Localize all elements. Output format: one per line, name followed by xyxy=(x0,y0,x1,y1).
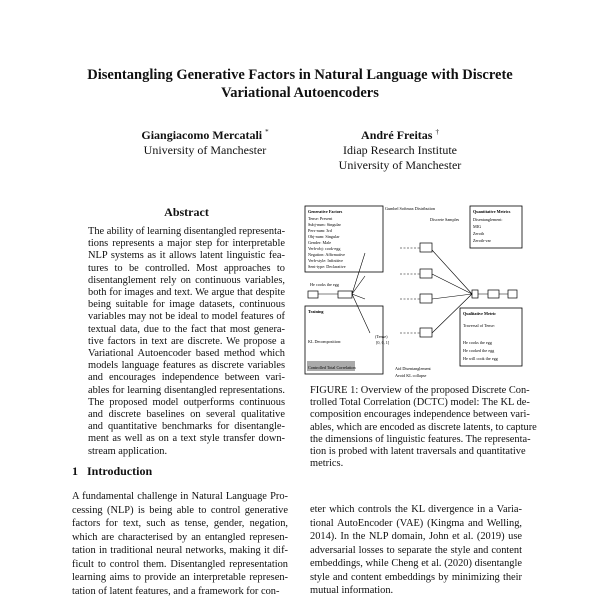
text-line: tation in traditional neural networks, making it dif- xyxy=(72,545,288,556)
quant-metric: Zeroth xyxy=(473,231,485,236)
discrete-label: Discrete Samples xyxy=(430,217,460,222)
section-heading: 1 Introduction xyxy=(72,464,153,478)
svg-text:He cooks the egg: He cooks the egg xyxy=(463,340,492,345)
text-line: metrics. xyxy=(310,458,344,470)
svg-text:[0, 0, 1]: [0, 0, 1] xyxy=(376,340,390,345)
text-line: and discrete baselines on several qualitative xyxy=(88,409,285,421)
text-line: tion is probed with latent traversals and quantitative xyxy=(310,446,526,458)
text-line: A fundamental challenge in Natural Language Pro- xyxy=(72,491,288,502)
gumbel-label: Gumbel Softmax Distribution xyxy=(385,206,436,211)
text-line: eter which controls the KL divergence in a Varia- xyxy=(310,504,522,515)
input-sentence: He cooks the egg xyxy=(310,282,339,287)
svg-text:He cooked the egg: He cooked the egg xyxy=(463,348,495,353)
svg-text:Controlled Total Correlation: Controlled Total Correlation xyxy=(308,365,356,370)
svg-text:(Tense): (Tense) xyxy=(375,334,388,339)
gen-factor: Verb-obj: cook-egg xyxy=(308,246,341,251)
text-line: cessing (NLP) is being able to control generative xyxy=(72,504,288,516)
figure-caption xyxy=(310,385,537,470)
svg-text:Quantitative Metrics: Quantitative Metrics xyxy=(473,209,511,214)
text-line: learning aims to provide an interpretable represen- xyxy=(72,572,288,583)
abstract-heading: Abstract xyxy=(164,205,209,219)
svg-text:Qualitative Metric: Qualitative Metric xyxy=(463,311,497,316)
paper-title: Disentangling Generative Factors in Natural Language with Discrete Variational Autoencoders xyxy=(87,67,513,101)
text-line: textual data, due to the fact that most genera- xyxy=(88,323,285,335)
text-line: mutual information. xyxy=(310,585,394,596)
text-line: which are characterised by an entangled represen- xyxy=(72,531,288,543)
text-line: tive factors in text are discrete. We propose a xyxy=(88,335,285,347)
intro-body xyxy=(72,490,288,598)
text-line: ficult to control them. Disentangled representation xyxy=(72,558,288,570)
quant-metric: Zeroth-var xyxy=(473,238,491,243)
gen-factor: Pers-num: 3rd xyxy=(308,228,332,233)
gen-factor: Tense: Present xyxy=(308,216,333,221)
gen-title: Generative Factors xyxy=(308,209,343,214)
text-line: tions represents a major step for interpretable xyxy=(88,238,285,250)
text-line: tional AutoEncoder (VAE) (Kingma and Welling, xyxy=(310,517,522,529)
text-line: NLP systems as it allows latent linguistic fea- xyxy=(88,250,285,262)
quant-metric: MIG xyxy=(473,224,482,229)
text-line: The proposed model outperforms continuous xyxy=(88,396,285,408)
svg-text:He will cook the egg: He will cook the egg xyxy=(463,356,498,361)
text-line: trolled Total Correlation (DCTC) model: The KL de- xyxy=(310,397,530,409)
quant-metric: Disentanglement: xyxy=(473,217,503,222)
gen-factor: Negation: Affirmative xyxy=(308,252,346,257)
text-line: embeddings, while Cheng et al. (2020) disentangle xyxy=(310,558,522,569)
text-line: factors for text, such as tense, gender, negation, xyxy=(72,518,288,529)
gen-factor: Gender: Male xyxy=(308,240,332,245)
text-line: both for images and text. We argue that despite xyxy=(88,287,285,299)
text-line: ment as well as on a text style transfer down- xyxy=(88,433,285,445)
text-line: stream application. xyxy=(88,445,168,457)
author-2: André Freitas † Idiap Research Institute University of Manchester xyxy=(338,128,462,172)
right-column-text xyxy=(310,503,522,598)
gen-factor: Obj-num: Singular xyxy=(308,234,340,239)
svg-text:KL Decomposition:: KL Decomposition: xyxy=(308,339,342,344)
text-line: variables may not be ideal to model features of xyxy=(88,311,285,323)
text-line: and encourages independence between vari- xyxy=(88,372,285,384)
svg-text:Aid Disentanglement: Aid Disentanglement xyxy=(395,366,431,371)
gen-factor: Sent-type: Declarative xyxy=(308,264,346,269)
text-line: 2014). In the NLP domain, John et al. (2019) use xyxy=(310,531,522,542)
text-line: models language features as discrete variables xyxy=(88,360,285,372)
svg-text:Traversal of Tense:: Traversal of Tense: xyxy=(463,323,496,328)
svg-text:Avoid KL collapse: Avoid KL collapse xyxy=(395,373,427,378)
text-line: ables, which are encoded as discrete latents, to capture xyxy=(310,421,537,433)
text-line: Variational Autoencoder based method which xyxy=(88,348,285,360)
abstract-body xyxy=(88,226,285,458)
text-line: composition encourages independence between vari- xyxy=(310,409,530,421)
text-line: tation of latent features, and a framework for con- xyxy=(72,585,280,597)
gen-factor: Verb-style: Infinitive xyxy=(308,258,344,263)
text-line: adversarial losses to separate the style and content xyxy=(310,544,522,556)
text-line: and quantitative benchmarks for disentangle- xyxy=(88,421,285,433)
text-line: ables for learning disentangled representations. xyxy=(88,384,285,396)
text-line: being suitable for image datasets, continuous xyxy=(88,299,285,311)
author-1: Giangiacomo Mercatali * University of Manchester xyxy=(141,128,269,157)
svg-text:Training: Training xyxy=(308,309,324,314)
text-line: style and content embeddings by minimizing their xyxy=(310,571,522,583)
text-line: the dimensions of linguistic features. The representa- xyxy=(310,433,531,445)
text-line: The ability of learning disentangled representa- xyxy=(88,226,286,237)
text-line: FIGURE 1: Overview of the proposed Discrete Con- xyxy=(310,385,530,396)
figure-1 xyxy=(300,203,525,383)
text-line: disentanglement rely on continuous variables, xyxy=(88,274,285,286)
text-line: tures to be controlled. Most approaches to xyxy=(88,262,285,274)
gen-factor: Subj-num: Singular xyxy=(308,222,341,227)
